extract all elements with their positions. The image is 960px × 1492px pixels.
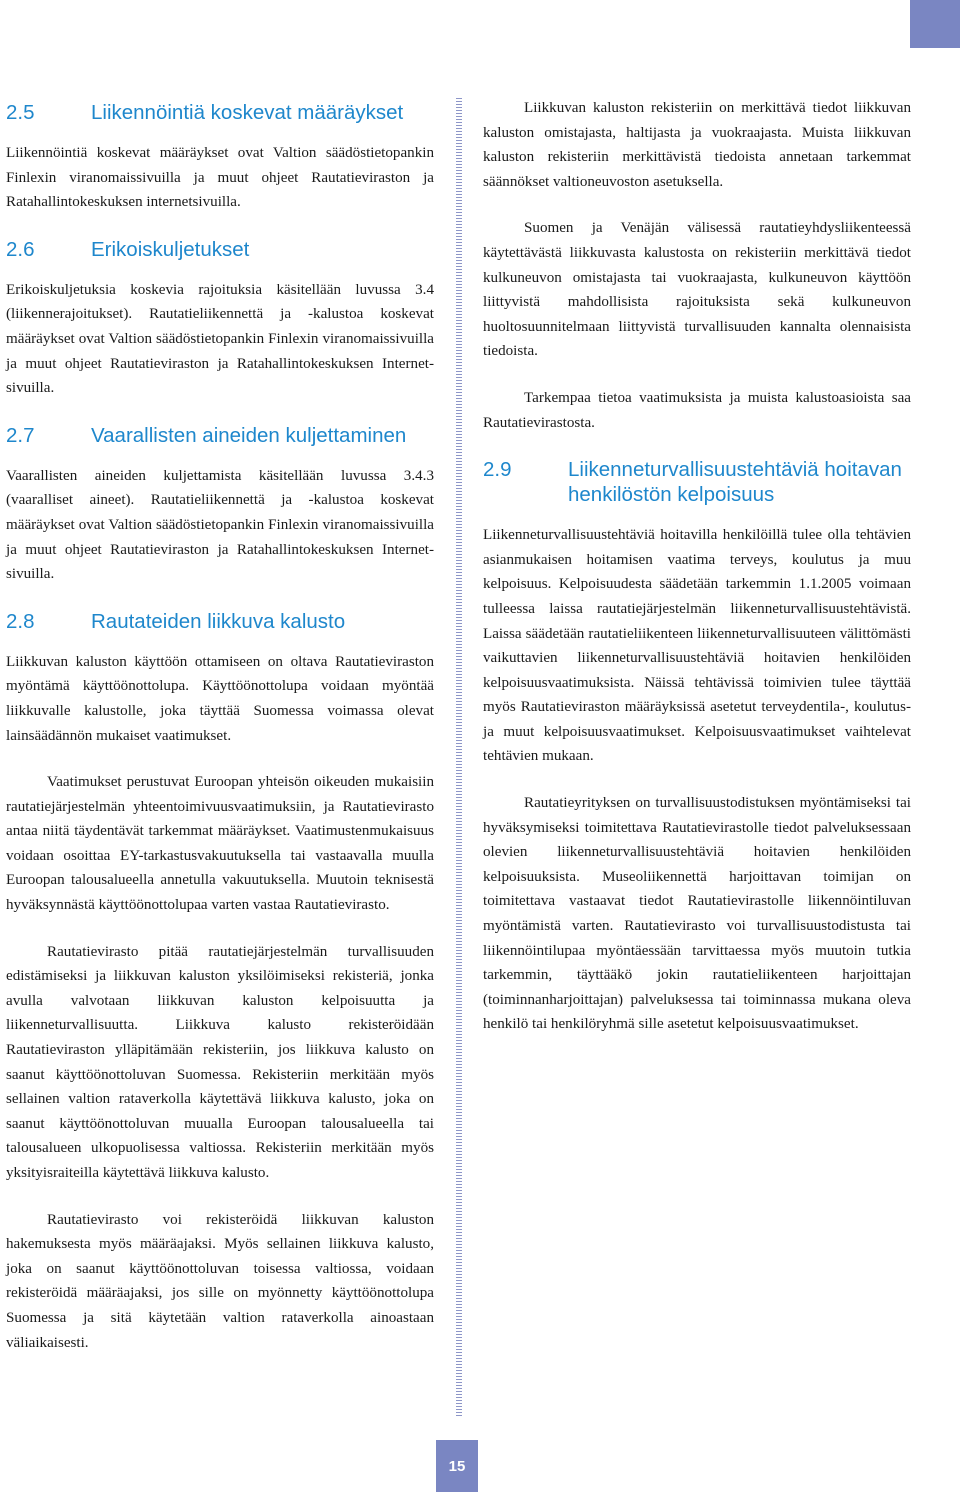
section-title: Rautateiden liikkuva kalusto (91, 609, 346, 633)
paragraph: Liikennöintiä koskevat määräykset ovat Valtion säädöstietopankin Finlexin viranomaissivuilla ja muut ohjeet Rautatieviraston ja Ratahallintokeskuksen internetsivuilla. (6, 145, 434, 211)
paragraph: Vaatimukset perustuvat Euroopan yhteisön oikeuden mukaisiin rautatiejärjestelmän yhteentoimivuusvaatimuksiin, ja Rautatievirasto antaa niitä täydentävät tarkemmat määräykset. Vaatimustenmukaisuus voidaan osoittaa EY-tarkastusvakuutuksella tai vastaavalla muulla Euroopan talousalueella annetulla vakuutuksella. Muutoin teknisestä hyväksynnästä käyttöönottolupaa varten vastaa Rautatievirasto. (6, 774, 434, 914)
section-title: Liikennöintiä koskevat määräykset (91, 101, 404, 124)
section-2-6-heading (6, 237, 434, 262)
section-2-5-heading (6, 100, 434, 125)
section-2-7-heading (6, 423, 434, 448)
section-2-9-heading (483, 457, 911, 507)
paragraph: Liikkuvan kaluston käyttöön ottamiseen on oltava Rautatieviraston myöntämä käyttöönottolupa. Käyttöönottolupa voidaan myöntää liikkuvalle kalustolle, joka täyttää Suomessa voimassa olevat lainsäädännön mukaiset vaatimukset. (6, 653, 434, 744)
paragraph: Vaarallisten aineiden kuljettamista käsitellään luvussa 3.4.3 (vaaralliset aineet). Rautatieliikennettä ja -kalustoa koskevat määräykset ovat Valtion säädöstietopankin Finlexin viranomaissivuilla ja muut ohjeet Rautatieviraston ja Ratahallintokeskuksen Internet-sivuilla. (6, 467, 434, 583)
paragraph: Rautatievirasto voi rekisteröidä liikkuvan kaluston hakemuksesta myös määräajaksi. Myös sellainen liikkuva kalusto, joka on saanut käyttöönottoluvan toisessa valtiossa, voidaan rekisteröidä määräajaksi, jos sille on myönnetty käyttöönottolupa Suomessa ja sitä käytetään valtion rataverkolla ainoastaan väliaikaisesti. (6, 1211, 434, 1351)
section-title: Vaarallisten aineiden kuljettaminen (91, 423, 407, 447)
paragraph: Rautatieyrityksen on turvallisuustodistuksen myöntämiseksi tai hyväksymiseksi toimitettava Rautatievirastolle tiedot palveluksessaan olevien liikenneturvallisuustehtäviä hoitavien henkilöiden kelpoisuuksista. Museoliikennettä harjoittavan toimijan on toimitettava vastaavat tiedot Rautatievirastolle liikennöintiluvan myöntämistä varten. Rautatievirasto voi turvallisuustodistusta tai liikennöintilupaa myöntäessään tarvittaessa myös muutoin tutkia tarkemmin, täyttääkö jokin rautatieliikenteen harjoittajan (toiminnanharjoittajan) palveluksessa tai toiminnassa mukana oleva henkilö tai henkilöryhmä sille asetetut kelpoisuusvaatimukset. (483, 795, 911, 1033)
right-column (483, 96, 911, 1037)
section-title: Liikenneturvallisuustehtäviä hoitavan henkilöstön kelpoisuus (568, 458, 902, 507)
section-number: 2.6 (6, 237, 35, 261)
section-number: 2.9 (483, 458, 512, 482)
paragraph: Rautatievirasto pitää rautatiejärjestelmän turvallisuuden edistämiseksi ja liikkuvan kaluston yksilöimiseksi rekisteriä, jonka avulla valvotaan liikkuvan kaluston kelpoisuutta ja liikenneturvallisuutta. Liikkuva kalusto rekisteröidään Rautatieviraston ylläpitämään rekisteriin, jos liikkuva kalusto on saanut käyttöönottoluvan Suomessa. Rekisteriin merkitään myös sellainen valtion rataverkolla käytettävä liikkuva kalusto, joka on saanut käyttöönottoluvan muualla Euroopan talousalueella tai talousalueen ulkopuolisessa valtiossa. Rekisteriin merkitään myös yksityisraiteilla käytettävä liikkuva kalusto. (6, 943, 434, 1181)
left-column (6, 96, 434, 1355)
column-divider (456, 98, 462, 1416)
section-number: 2.8 (6, 609, 35, 633)
section-number: 2.7 (6, 423, 35, 447)
paragraph: Liikkuvan kaluston rekisteriin on merkittävä tiedot liikkuvan kaluston omistajasta, haltijasta ja vuokraajasta. Muista liikkuvan kaluston rekisteriin merkittävistä tiedoista annetaan tarkemmat säännökset valtioneuvoston asetuksella. (483, 100, 911, 190)
section-title: Erikoiskuljetukset (91, 237, 250, 261)
section-number: 2.5 (6, 101, 35, 124)
corner-tab-marker (910, 0, 960, 48)
paragraph: Erikoiskuljetuksia koskevia rajoituksia käsitellään luvussa 3.4 (liikennerajoitukset). Rautatieliikennettä ja -kalustoa koskevat määräykset ovat Valtion säädöstietopankin Finlexin viranomaissivuilla ja muut ohjeet Rautatieviraston ja Ratahallintokeskuksen Internet-sivuilla. (6, 281, 434, 397)
section-2-8-heading (6, 609, 434, 634)
paragraph: Suomen ja Venäjän välisessä rautatieyhdysliikenteessä käytettävästä liikkuvasta kalustosta on rekisteriin merkittävä tiedot kulkuneuvon omistajasta tai vuokraajasta, kulkuneuvon käyttöön liittyvistä mahdollisista rajoituksista sekä kulkuneuvon huoltosuunnitelmaan liittyvistä turvallisuuden kannalta olennaisista tiedoista. (483, 220, 911, 360)
paragraph: Tarkempaa tietoa vaatimuksista ja muista kalustoasioista saa Rautatievirastosta. (483, 389, 911, 431)
page-number: 15 (436, 1440, 478, 1492)
paragraph: Liikenneturvallisuustehtäviä hoitavilla henkilöillä tulee olla tehtävien asianmukaisen hoitamisen vaatima terveys, koulutus ja muu kelpoisuus. Kelpoisuudesta säädetään tarkemmin 1.1.2005 voimaan tulleessa laissa rautatiejärjestelmän liikenneturvallisuustehtävistä. Laissa säädetään rautatieliikenteen liikenneturvallisuuteen välittömästi vaikuttavien liikenneturvallisuustehtäviä hoitavien henkilöiden kelpoisuusvaatimuksista. Näissä tehtävissä toimivien tulee täyttää myös Rautatieviraston määräyksissä asetetut terveydentila-, koulutus- ja muut kelpoisuusvaatimukset. Kelpoisuusvaatimukset vaihtelevat tehtävien mukaan. (483, 527, 911, 765)
